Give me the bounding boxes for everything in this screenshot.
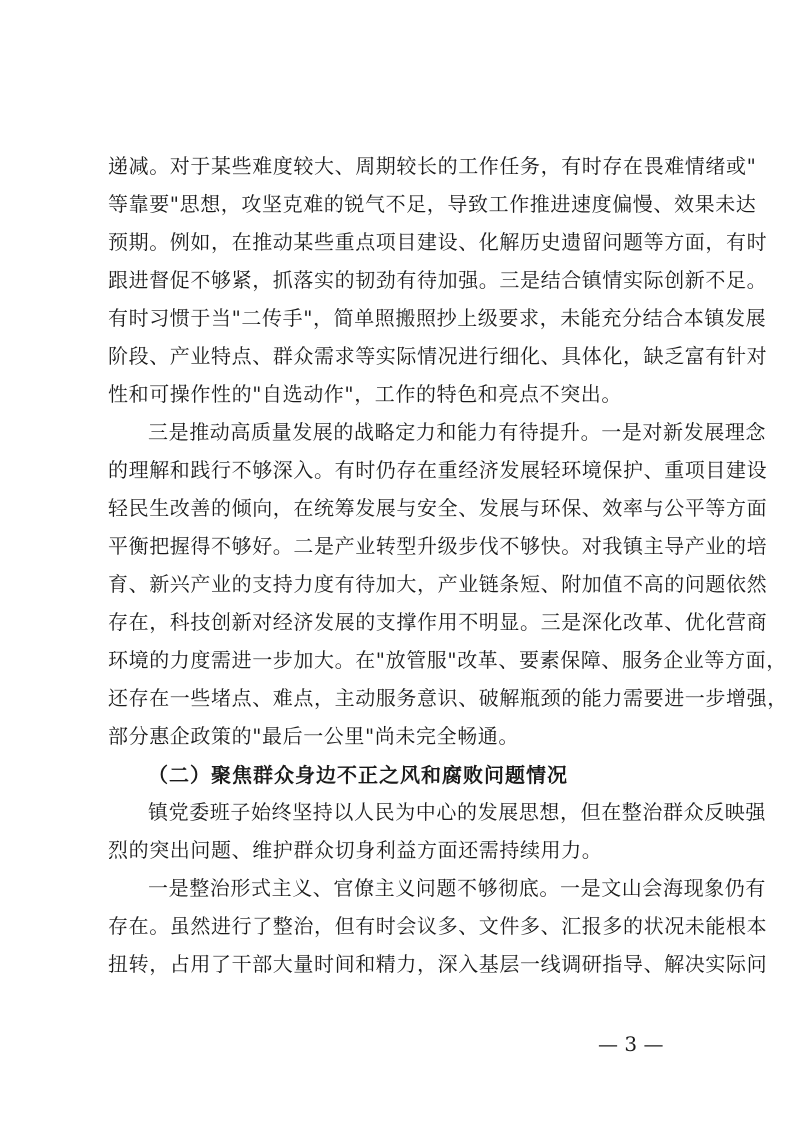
page-number: — 3 —	[598, 1032, 664, 1056]
body-line: 的理解和践行不够深入。有时仍存在重经济发展轻环境保护、重项目建设	[108, 458, 768, 482]
body-line: 烈的突出问题、维护群众切身利益方面还需持续用力。	[108, 838, 603, 862]
body-line: 性和可操作性的"自选动作"，工作的特色和亮点不突出。	[108, 382, 622, 406]
body-line: 等靠要"思想，攻坚克难的锐气不足，导致工作推进速度偏慢、效果未达	[108, 192, 757, 216]
body-line: 环境的力度需进一步加大。在"放管服"改革、要素保障、服务企业等方面，	[108, 648, 787, 672]
body-line: 递减。对于某些难度较大、周期较长的工作任务，有时存在畏难情绪或"	[108, 154, 757, 178]
body-line: 还存在一些堵点、难点，主动服务意识、破解瓶颈的能力需要进一步增强，	[108, 686, 788, 710]
body-line: 轻民生改善的倾向，在统筹发展与安全、发展与环保、效率与公平等方面	[108, 496, 768, 520]
body-line: 部分惠企政策的"最后一公里"尚未完全畅通。	[108, 724, 519, 748]
body-line: 存在。虽然进行了整治，但有时会议多、文件多、汇报多的状况未能根本	[108, 914, 768, 938]
section-heading: （二）聚焦群众身边不正之风和腐败问题情况	[148, 763, 568, 787]
body-line: 预期。例如，在推动某些重点项目建设、化解历史遗留问题等方面，有时	[108, 230, 768, 254]
paragraph-first-line: 镇党委班子始终坚持以人民为中心的发展思想，但在整治群众反映强	[148, 800, 766, 824]
body-line: 跟进督促不够紧，抓落实的韧劲有待加强。三是结合镇情实际创新不足。	[108, 268, 768, 292]
body-line: 阶段、产业特点、群众需求等实际情况进行细化、具体化，缺乏富有针对	[108, 344, 768, 368]
body-line: 平衡把握得不够好。二是产业转型升级步伐不够快。对我镇主导产业的培	[108, 534, 768, 558]
body-line: 有时习惯于当"二传手"，简单照搬照抄上级要求，未能充分结合本镇发展	[108, 306, 767, 330]
paragraph-first-line: 三是推动高质量发展的战略定力和能力有待提升。一是对新发展理念	[148, 420, 766, 444]
body-line: 存在，科技创新对经济发展的支撑作用不明显。三是深化改革、优化营商	[108, 610, 768, 634]
body-line: 扭转，占用了干部大量时间和精力，深入基层一线调研指导、解决实际问	[108, 952, 768, 976]
paragraph-first-line: 一是整治形式主义、官僚主义问题不够彻底。一是文山会海现象仍有	[148, 876, 766, 900]
body-line: 育、新兴产业的支持力度有待加大，产业链条短、附加值不高的问题依然	[108, 572, 768, 596]
